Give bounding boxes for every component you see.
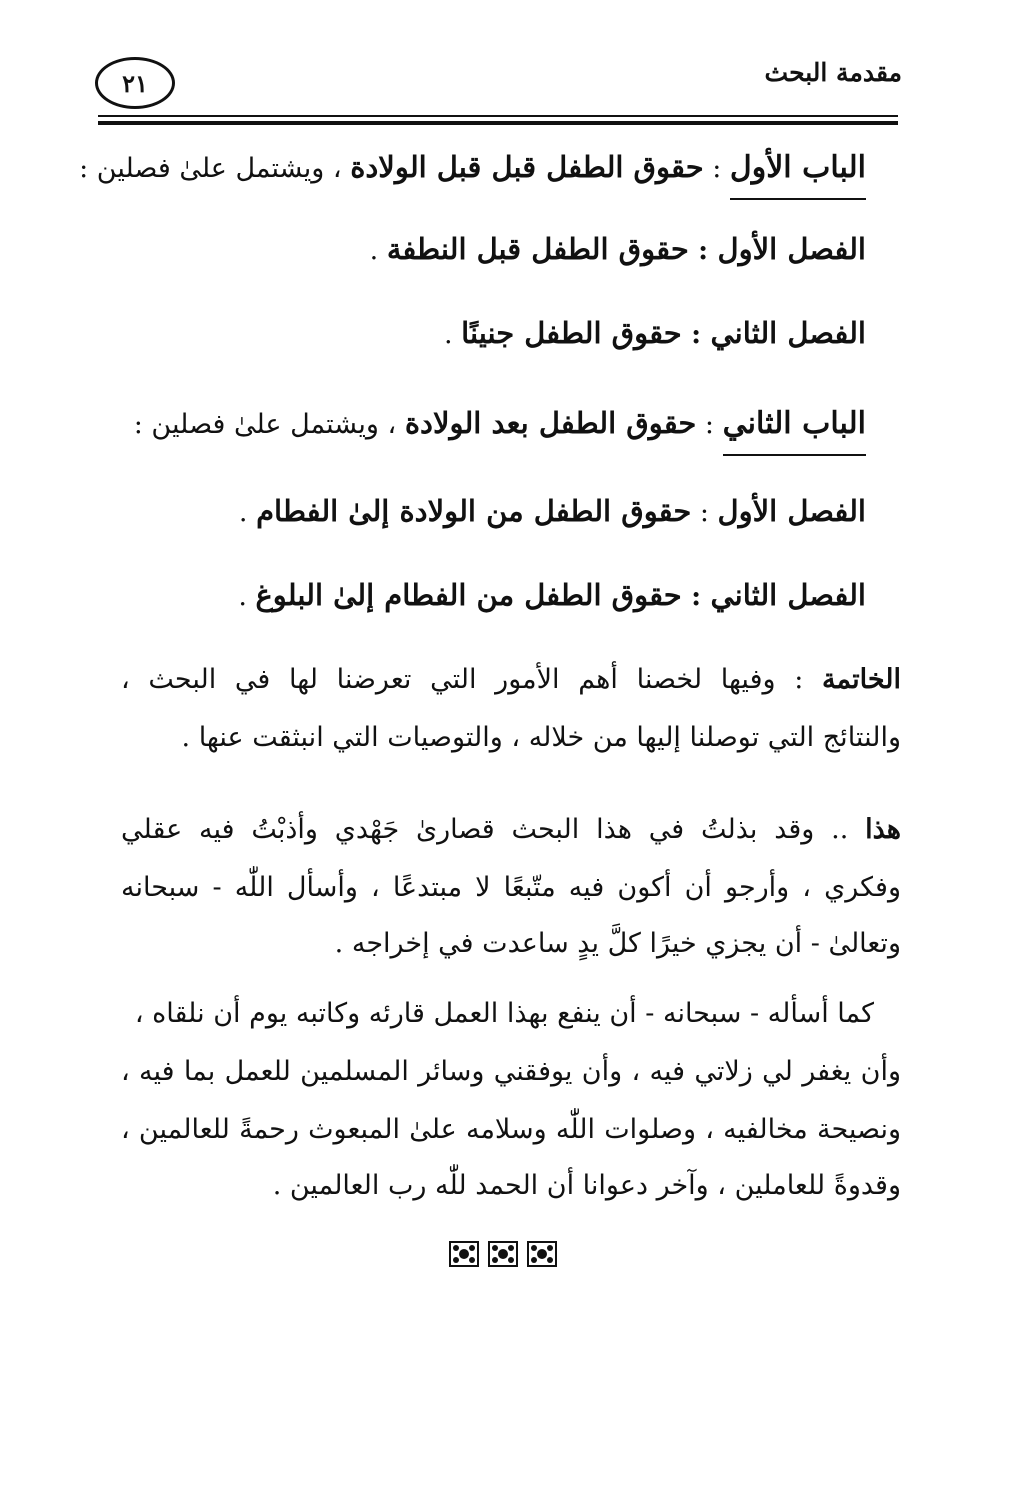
para2-line1: كما أسأله - سبحانه - أن ينفع بهذا العمل قارئه وكاتبه يوم أن نلقاه ، xyxy=(134,998,874,1029)
chapter2-sep: : xyxy=(696,409,723,440)
closing-ornament xyxy=(448,1238,558,1270)
running-title: مقدمة البحث xyxy=(764,58,902,87)
chapter1-rest: ، ويشتمل علىٰ فصلين : xyxy=(79,153,351,184)
ch2-section1-label: الفصل الأول xyxy=(717,494,866,528)
ch2-section2-line xyxy=(238,578,866,613)
header-rule-thin xyxy=(98,115,898,117)
page-number: ٢١ xyxy=(122,68,148,98)
ch2-section1-end: . xyxy=(238,497,257,528)
ch2-section1-sep: : xyxy=(691,497,718,528)
ch1-section2-line xyxy=(444,316,866,351)
header-rule-thick xyxy=(98,121,898,125)
chapter2-rest: ، ويشتمل علىٰ فصلين : xyxy=(133,409,405,440)
ch1-section1-line xyxy=(370,232,866,267)
para1-line1 xyxy=(121,814,901,846)
ch2-section2-title: حقوق الطفل من الفطام إلىٰ البلوغ xyxy=(255,578,682,612)
ornament-flower-icon xyxy=(487,1240,519,1268)
chapter1-sep: : xyxy=(703,153,730,184)
ch1-section2-end: . xyxy=(443,319,462,350)
ch1-section1-end: . xyxy=(369,235,387,266)
para2-line4: وقدوةً للعاملين ، وآخر دعوانا أن الحمد للّٰه رب العالمين . xyxy=(272,1170,901,1201)
chapter1-line xyxy=(79,150,866,200)
conclusion-line2: والنتائج التي توصلنا إليها من خلاله ، والتوصيات التي انبثقت عنها . xyxy=(181,722,901,753)
chapter2-line xyxy=(134,406,866,456)
ornament-flower-icon xyxy=(448,1240,480,1268)
para1-line1-rest: .. وقد بذلتُ في هذا البحث قصارىٰ جَهْدي وأذبْتُ فيه عقلي xyxy=(121,814,866,845)
ch2-section1-line xyxy=(239,494,866,529)
ch2-section2-sep: : xyxy=(681,581,711,612)
ornament-flower-icon xyxy=(526,1240,558,1268)
chapter2-label: الباب الثاني xyxy=(723,406,866,456)
chapter2-title: حقوق الطفل بعد الولادة xyxy=(404,406,697,440)
para1-line2: وفكري ، وأرجو أن أكون فيه متّبعًا لا مبتدعًا ، وأسأل اللّٰه - سبحانه xyxy=(121,872,901,903)
para2-line3: ونصيحة مخالفيه ، وصلوات اللّٰه وسلامه علىٰ المبعوث رحمةً للعالمين ، xyxy=(121,1114,901,1145)
ch2-section2-label: الفصل الثاني xyxy=(710,578,866,612)
para1-line3: وتعالىٰ - أن يجزي خيرًا كلَّ يدٍ ساعدت في إخراجه . xyxy=(334,928,901,959)
ch1-section2-sep: : xyxy=(681,319,711,350)
conclusion-label: الخاتمة xyxy=(822,664,901,695)
ch1-section2-label: الفصل الثاني xyxy=(710,316,866,350)
para2-line2: وأن يغفر لي زلاتي فيه ، وأن يوفقني وسائر المسلمين للعمل بما فيه ، xyxy=(121,1056,901,1087)
chapter1-label: الباب الأول xyxy=(730,150,866,200)
para1-lead: هذا xyxy=(865,814,901,845)
ch2-section1-title: حقوق الطفل من الولادة إلىٰ الفطام xyxy=(256,494,692,528)
chapter1-title: حقوق الطفل قبل قبل الولادة xyxy=(350,150,704,184)
ch1-section2-title: حقوق الطفل جنينًا xyxy=(461,316,682,350)
ch2-section2-end: . xyxy=(238,581,256,612)
page-number-badge xyxy=(95,57,175,109)
ch1-section1-title: حقوق الطفل قبل النطفة xyxy=(386,232,689,266)
conclusion-line1-rest: : وفيها لخصنا أهم الأمور التي تعرضنا لها في البحث ، xyxy=(121,664,823,695)
ch1-section1-label: الفصل الأول xyxy=(717,232,866,266)
ch1-section1-sep: : xyxy=(688,235,718,266)
conclusion-line1 xyxy=(121,664,901,696)
